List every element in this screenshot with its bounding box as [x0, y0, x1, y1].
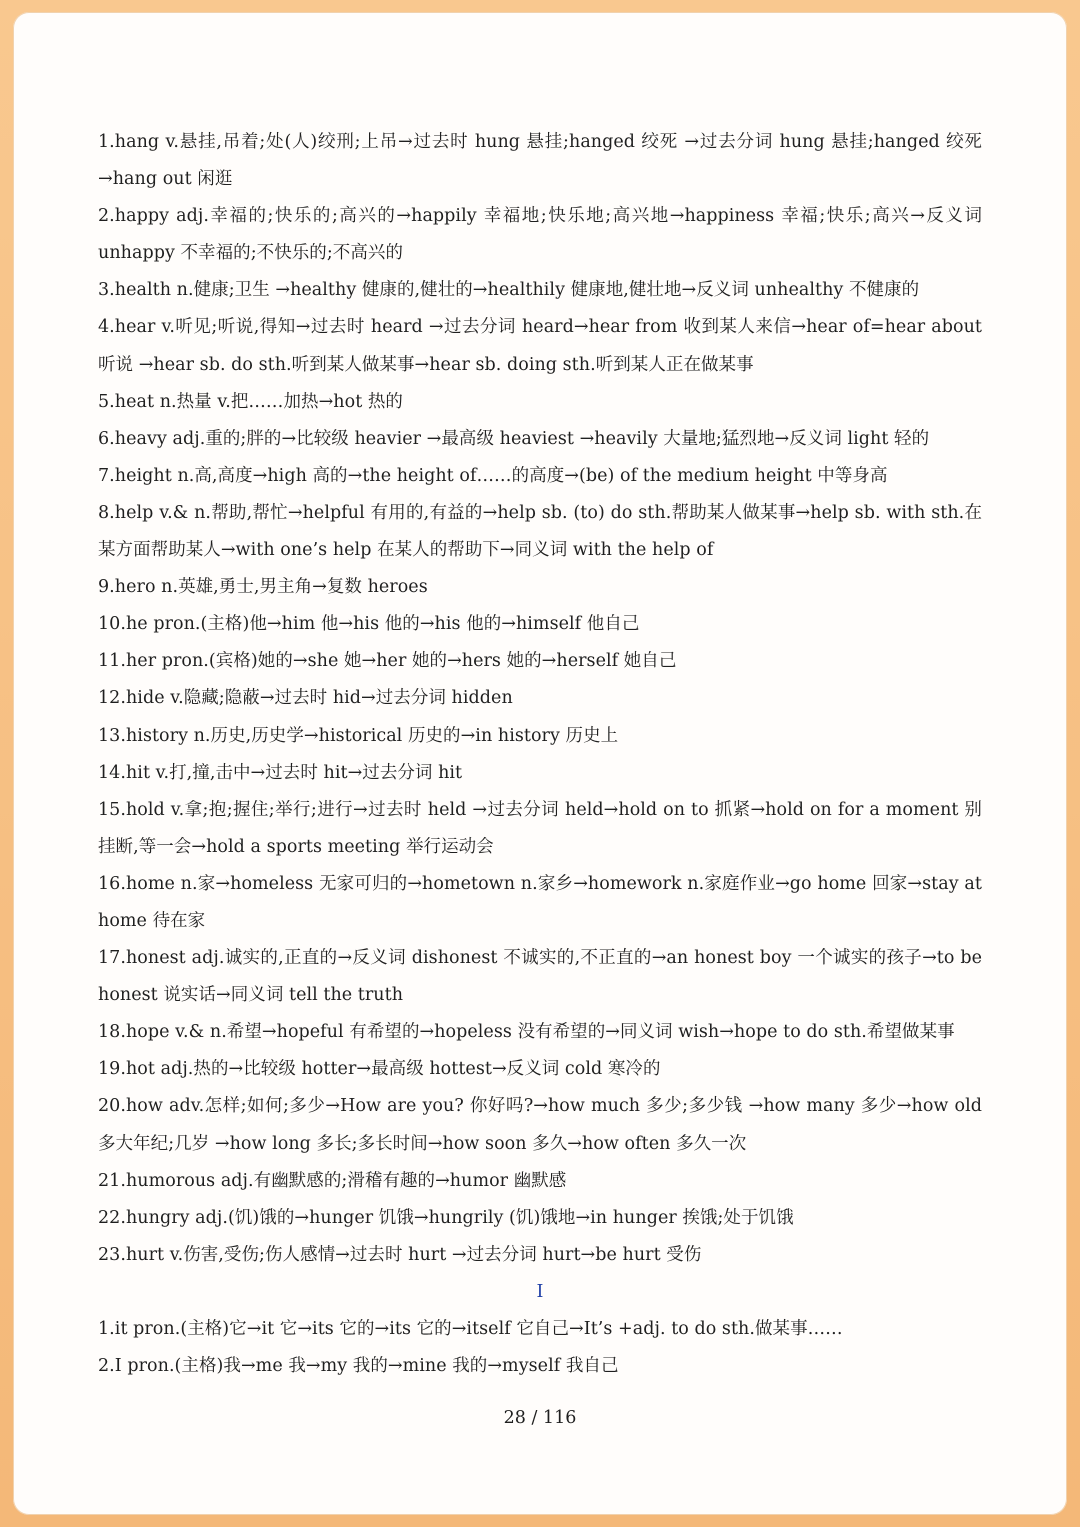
vocab-entry: 8.help v.& n.帮助,帮忙→helpful 有用的,有益的→help sb. (to) do sth.帮助某人做某事→help sb. with sth.在某方面帮助某人→with one’s help 在某人的帮助下→同义词 with the help of: [98, 502, 982, 561]
vocab-entry: 15.hold v.拿;抱;握住;举行;进行→过去时 held →过去分词 held→hold on to 抓紧→hold on for a moment 别挂断,等一会→hold a sports meeting 举行运动会: [98, 799, 982, 857]
vocab-entry: 13.history n.历史,历史学→historical 历史的→in history 历史上: [98, 725, 619, 746]
vocab-entry: 2.happy adj.幸福的;快乐的;高兴的→happily 幸福地;快乐地;高兴地→happiness 幸福;快乐;高兴→反义词 unhappy 不幸福的;不快乐的;不高兴的: [98, 206, 982, 264]
vocab-entry: 9.hero n.英雄,勇士,男主角→复数 heroes: [98, 577, 428, 598]
vocab-entry: 12.hide v.隐藏;隐蔽→过去时 hid→过去分词 hidden: [98, 688, 513, 709]
vocab-entry: 7.height n.高,高度→high 高的→the height of……的高度→(be) of the medium height 中等身高: [98, 465, 888, 486]
vocab-entry: 10.he pron.(主格)他→him 他→his 他的→his 他的→himself 他自己: [98, 614, 640, 635]
section-letter-heading: I: [536, 1281, 544, 1302]
vocab-entry: 2.I pron.(主格)我→me 我→my 我的→mine 我的→myself 我自己: [98, 1356, 619, 1377]
vocab-entry: 19.hot adj.热的→比较级 hotter→最高级 hottest→反义词 cold 寒冷的: [98, 1059, 661, 1080]
vocab-entry: 6.heavy adj.重的;胖的→比较级 heavier →最高级 heaviest →heavily 大量地;猛烈地→反义词 light 轻的: [98, 428, 930, 449]
vocab-entry: 4.hear v.听见;听说,得知→过去时 heard →过去分词 heard→hear from 收到某人来信→hear of=hear about 听说 →hear sb. do sth.听到某人做某事→hear sb. doing sth.听到某人正在做某事: [98, 317, 982, 375]
entries-i: [98, 1311, 982, 1385]
vocab-entry: 17.honest adj.诚实的,正直的→反义词 dishonest 不诚实的,不正直的→an honest boy 一个诚实的孩子→to be honest 说实话→同义词 tell the truth: [98, 948, 982, 1006]
vocab-entry: 5.heat n.热量 v.把……加热→hot 热的: [98, 391, 403, 412]
vocab-entry: 1.hang v.悬挂,吊着;处(人)绞刑;上吊→过去时 hung 悬挂;hanged 绞死 →过去分词 hung 悬挂;hanged 绞死 →hang out 闲逛: [98, 132, 982, 190]
vocab-entry: 21.humorous adj.有幽默感的;滑稽有趣的→humor 幽默感: [98, 1170, 567, 1191]
vocab-entry: 16.home n.家→homeless 无家可归的→hometown n.家乡→homework n.家庭作业→go home 回家→stay at home 待在家: [98, 873, 982, 931]
vocab-entry: 22.hungry adj.(饥)饿的→hunger 饥饿→hungrily (饥)饿地→in hunger 挨饿;处于饥饿: [98, 1207, 794, 1228]
vocab-entry: 11.her pron.(宾格)她的→she 她→her 她的→hers 她的→herself 她自己: [98, 651, 677, 672]
vocab-entry: 20.how adv.怎样;如何;多少→How are you? 你好吗?→how much 多少;多少钱 →how many 多少→how old 多大年纪;几岁 →how long 多长;多长时间→how soon 多久→how often 多久一次: [98, 1096, 982, 1154]
vocab-entry: 1.it pron.(主格)它→it 它→its 它的→its 它的→itself 它自己→It’s +adj. to do sth.做某事……: [98, 1319, 843, 1339]
vocab-entry: 23.hurt v.伤害,受伤;伤人感情→过去时 hurt →过去分词 hurt→be hurt 受伤: [98, 1244, 702, 1265]
vocab-entry: 3.health n.健康;卫生 →healthy 健康的,健壮的→healthily 健康地,健壮地→反义词 unhealthy 不健康的: [98, 280, 920, 301]
vocab-entry: 18.hope v.& n.希望→hopeful 有希望的→hopeless 没有希望的→同义词 wish→hope to do sth.希望做某事: [98, 1022, 955, 1043]
page-number: 28 / 116: [503, 1408, 577, 1428]
entries-h: [98, 124, 982, 1274]
vocabulary-list: [98, 124, 982, 1385]
vocab-entry: 14.hit v.打,撞,击中→过去时 hit→过去分词 hit: [98, 762, 463, 783]
